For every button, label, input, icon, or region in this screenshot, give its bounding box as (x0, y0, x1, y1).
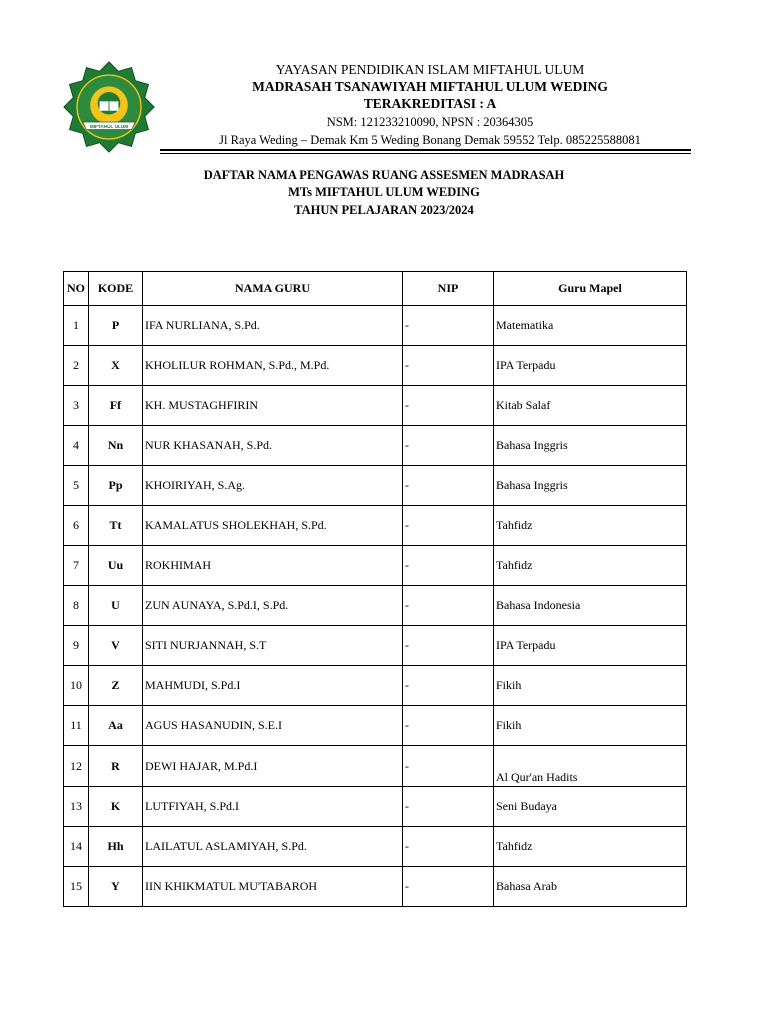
row-nip: - (403, 706, 494, 746)
table-header-row (64, 272, 687, 306)
row-nip: - (403, 586, 494, 626)
row-kode: Y (89, 867, 143, 907)
row-kode: Ff (89, 386, 143, 426)
row-nama: AGUS HASANUDIN, S.E.I (143, 706, 403, 746)
row-nama: LUTFIYAH, S.Pd.I (143, 787, 403, 827)
row-mapel: Fikih (494, 706, 687, 746)
letterhead-rule-thin (160, 153, 691, 154)
row-no: 11 (64, 706, 89, 746)
table-row (64, 306, 687, 346)
row-nama: ZUN AUNAYA, S.Pd.I, S.Pd. (143, 586, 403, 626)
document-title: DAFTAR NAMA PENGAWAS RUANG ASSESMEN MADRASAH (203, 168, 565, 182)
row-kode: Hh (89, 827, 143, 867)
row-nip: - (403, 306, 494, 346)
logo-banner-text: MIFTAHUL ULUM (89, 124, 129, 130)
row-nip: - (403, 386, 494, 426)
table-row (64, 787, 687, 827)
accreditation: TERAKREDITASI : A (363, 96, 497, 111)
row-nama: MAHMUDI, S.Pd.I (143, 666, 403, 706)
row-mapel: Fikih (494, 666, 687, 706)
row-mapel: Tahfidz (494, 827, 687, 867)
school-logo (62, 60, 156, 154)
row-nip: - (403, 787, 494, 827)
row-no: 5 (64, 466, 89, 506)
row-kode: R (89, 746, 143, 787)
row-no: 13 (64, 787, 89, 827)
row-kode: U (89, 586, 143, 626)
row-no: 3 (64, 386, 89, 426)
row-nama: LAILATUL ASLAMIYAH, S.Pd. (143, 827, 403, 867)
row-no: 6 (64, 506, 89, 546)
row-nama: ROKHIMAH (143, 546, 403, 586)
row-nip: - (403, 466, 494, 506)
header-no: NO (64, 272, 89, 306)
row-nama: KAMALATUS SHOLEKHAH, S.Pd. (143, 506, 403, 546)
row-kode: Pp (89, 466, 143, 506)
table-row (64, 746, 687, 787)
row-mapel: Kitab Salaf (494, 386, 687, 426)
row-kode: V (89, 626, 143, 666)
row-no: 7 (64, 546, 89, 586)
row-nama: NUR KHASANAH, S.Pd. (143, 426, 403, 466)
row-mapel: Bahasa Indonesia (494, 586, 687, 626)
table-row (64, 426, 687, 466)
letterhead-rule-thick (160, 149, 691, 151)
row-nama: DEWI HAJAR, M.Pd.I (143, 746, 403, 787)
header-mapel: Guru Mapel (494, 272, 687, 306)
row-no: 10 (64, 666, 89, 706)
row-no: 12 (64, 746, 89, 787)
row-nip: - (403, 746, 494, 787)
row-mapel: Seni Budaya (494, 787, 687, 827)
row-kode: Z (89, 666, 143, 706)
row-no: 2 (64, 346, 89, 386)
table-row (64, 586, 687, 626)
row-no: 9 (64, 626, 89, 666)
row-nip: - (403, 546, 494, 586)
table-row (64, 546, 687, 586)
row-nip: - (403, 626, 494, 666)
table-row (64, 626, 687, 666)
row-no: 15 (64, 867, 89, 907)
row-nama: KH. MUSTAGHFIRIN (143, 386, 403, 426)
row-mapel: Bahasa Inggris (494, 426, 687, 466)
row-mapel: Bahasa Arab (494, 867, 687, 907)
row-kode: Tt (89, 506, 143, 546)
row-kode: X (89, 346, 143, 386)
row-no: 14 (64, 827, 89, 867)
table-row (64, 346, 687, 386)
school-name: MADRASAH TSANAWIYAH MIFTAHUL ULUM WEDING (252, 79, 608, 94)
row-mapel: Matematika (494, 306, 687, 346)
row-mapel: Tahfidz (494, 546, 687, 586)
row-nip: - (403, 506, 494, 546)
table-row (64, 666, 687, 706)
document-year: TAHUN PELAJARAN 2023/2024 (294, 203, 474, 217)
row-nama: KHOIRIYAH, S.Ag. (143, 466, 403, 506)
table-row (64, 706, 687, 746)
row-kode: Aa (89, 706, 143, 746)
table-row (64, 827, 687, 867)
table-row (64, 386, 687, 426)
row-kode: Nn (89, 426, 143, 466)
row-nama: KHOLILUR ROHMAN, S.Pd., M.Pd. (143, 346, 403, 386)
row-nip: - (403, 346, 494, 386)
document-subtitle: MTs MIFTAHUL ULUM WEDING (288, 185, 480, 199)
row-nama: SITI NURJANNAH, S.T (143, 626, 403, 666)
table-row (64, 867, 687, 907)
row-no: 1 (64, 306, 89, 346)
table-row (64, 466, 687, 506)
row-no: 8 (64, 586, 89, 626)
row-kode: K (89, 787, 143, 827)
school-address: Jl Raya Weding – Demak Km 5 Weding Bonang Demak 59552 Telp. 085225588081 (219, 133, 641, 147)
foundation-name: YAYASAN PENDIDIKAN ISLAM MIFTAHUL ULUM (275, 62, 585, 77)
table-row (64, 506, 687, 546)
row-mapel: Al Qur'an Hadits (494, 746, 687, 787)
row-nip: - (403, 867, 494, 907)
row-nama: IIN KHIKMATUL MU'TABAROH (143, 867, 403, 907)
row-no: 4 (64, 426, 89, 466)
row-kode: P (89, 306, 143, 346)
row-nip: - (403, 827, 494, 867)
row-mapel: IPA Terpadu (494, 346, 687, 386)
row-nip: - (403, 666, 494, 706)
row-mapel: Bahasa Inggris (494, 466, 687, 506)
header-nip: NIP (403, 272, 494, 306)
school-ids: NSM: 121233210090, NPSN : 20364305 (326, 115, 534, 129)
supervisor-table (63, 271, 687, 907)
header-nama: NAMA GURU (143, 272, 403, 306)
row-mapel: Tahfidz (494, 506, 687, 546)
row-nama: IFA NURLIANA, S.Pd. (143, 306, 403, 346)
row-mapel: IPA Terpadu (494, 626, 687, 666)
row-nip: - (403, 426, 494, 466)
row-kode: Uu (89, 546, 143, 586)
header-kode: KODE (89, 272, 143, 306)
